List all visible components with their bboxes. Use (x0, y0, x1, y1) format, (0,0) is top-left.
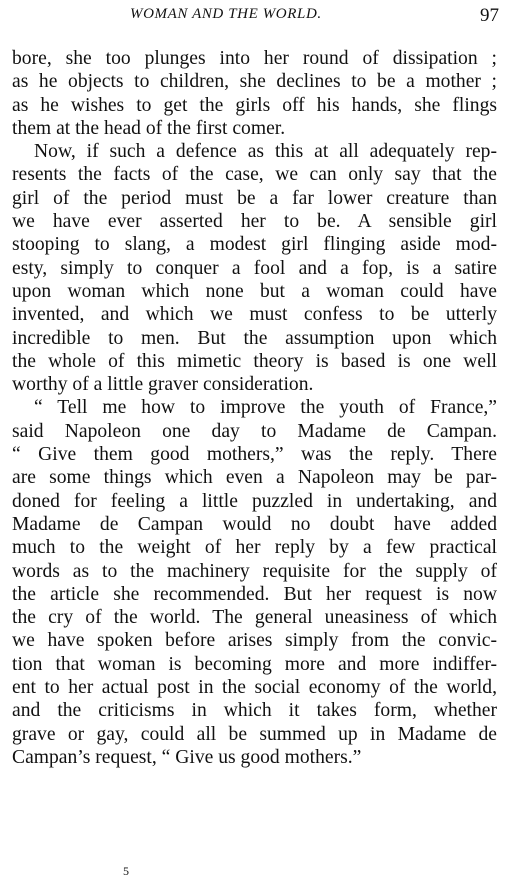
text-line: we have ever asserted her to be. A sensible girl (12, 211, 497, 233)
text-line: tion that woman is becoming more and more indiffer- (12, 653, 497, 675)
text-line: “ Tell me how to improve the youth of France,” (34, 397, 497, 419)
text-line: esty, simply to conquer a fool and a fop, is a satire (12, 257, 497, 279)
text-line: we have spoken before arises simply from the convic- (12, 630, 497, 652)
text-line: them at the head of the first comer. (12, 117, 286, 139)
text-line: and the criticisms in which it takes form, whether (12, 700, 497, 722)
running-title: WOMAN AND THE WORLD. (130, 6, 322, 22)
text-line: much to the weight of her reply by a few practical (12, 537, 497, 559)
text-line: doned for feeling a little puzzled in undertaking, and (12, 490, 497, 512)
text-line: incredible to men. But the assumption upon which (12, 327, 497, 349)
text-line: the cry of the world. The general uneasiness of which (12, 607, 497, 629)
text-line: Now, if such a defence as this at all adequately rep- (34, 141, 497, 163)
body-text (12, 47, 497, 769)
text-line: upon woman which none but a woman could have (12, 280, 497, 302)
text-line: words as to the machinery requisite for the supply of (12, 560, 497, 582)
text-line: girl of the period must be a far lower creature than (12, 187, 497, 209)
text-line: are some things which even a Napoleon may be par- (12, 467, 497, 489)
text-line: the article she recommended. But her request is now (12, 583, 497, 605)
page-number: 97 (480, 5, 499, 26)
text-line: grave or gay, could all be summed up in Madame de (12, 723, 497, 745)
signature-mark: 5 (123, 864, 129, 878)
text-line: Madame de Campan would no doubt have added (12, 513, 497, 535)
text-line: resents the facts of the case, we can only say that the (12, 164, 497, 186)
text-line: the whole of this mimetic theory is based is one well (12, 350, 497, 372)
running-head (0, 6, 511, 28)
text-line: said Napoleon one day to Madame de Campan. (12, 420, 497, 442)
text-line: as he objects to children, she declines to be a mother ; (12, 71, 497, 93)
text-line: ent to her actual post in the social economy of the world, (12, 677, 497, 699)
text-line: “ Give them good mothers,” was the reply. There (12, 444, 497, 466)
text-line: bore, she too plunges into her round of dissipation ; (12, 48, 497, 69)
text-line: Campan’s request, “ Give us good mothers.” (12, 746, 362, 768)
text-line: as he wishes to get the girls off his hands, she flings (12, 94, 497, 116)
text-line: worthy of a little graver consideration. (12, 374, 314, 396)
text-line: stooping to slang, a modest girl flinging aside mod- (12, 234, 497, 256)
text-line: invented, and which we must confess to be utterly (12, 304, 497, 326)
